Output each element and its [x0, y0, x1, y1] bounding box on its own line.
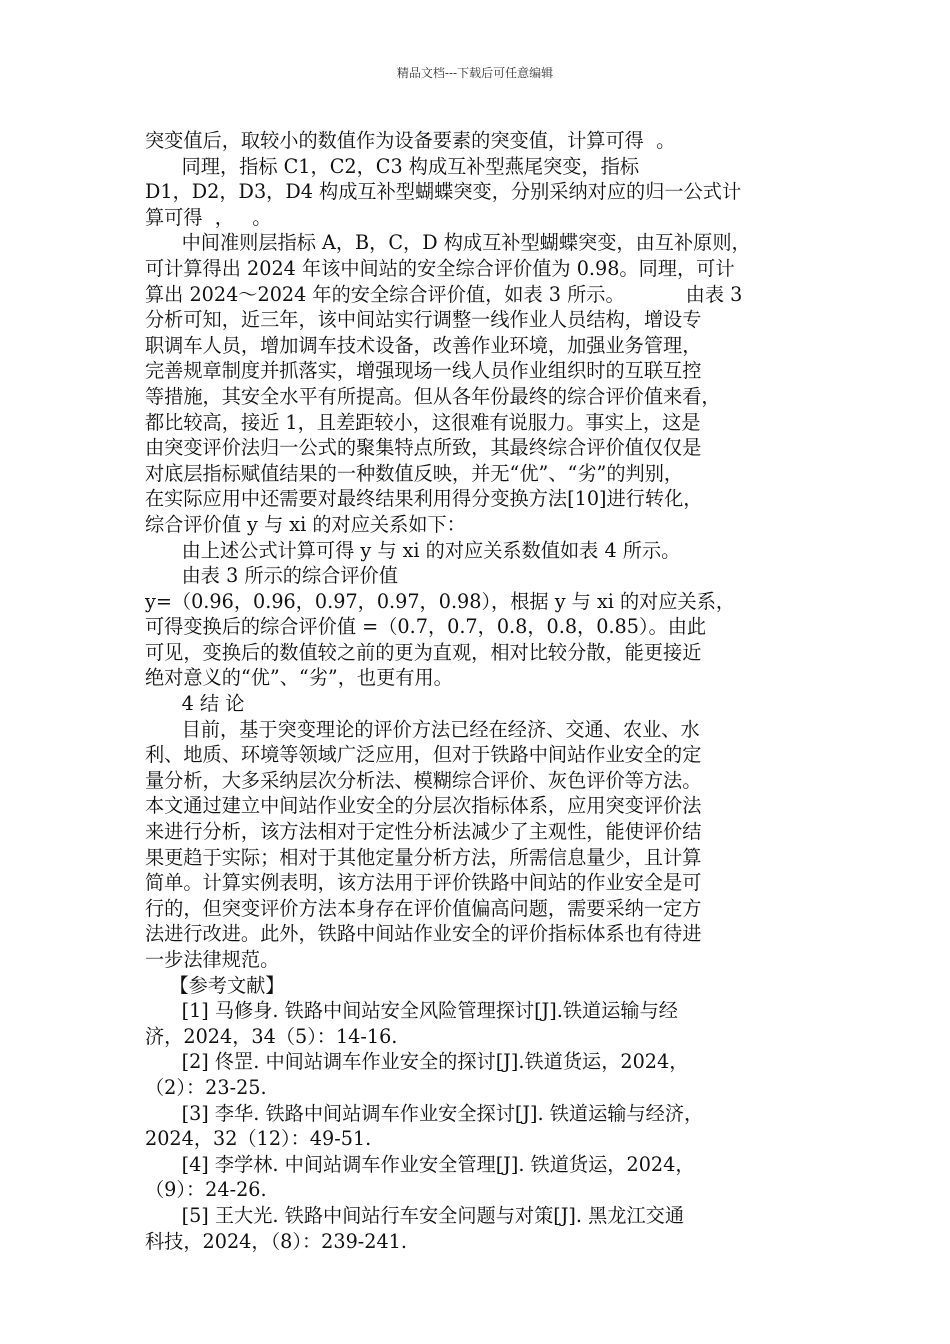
text-line: 简单。计算实例表明，该方法用于评价铁路中间站的作业安全是可: [145, 871, 702, 895]
page-header: 精品文档---下载后可任意编辑: [396, 66, 554, 80]
text-line: 算出 2024～2024 年的安全综合评价值，如表 3 所示。 由表 3: [145, 282, 743, 306]
text-line: 可计算得出 2024 年该中间站的安全综合评价值为 0.98。同理，可计: [145, 256, 735, 280]
reference-line: 2024，32（12）：49-51.: [145, 1127, 372, 1151]
text-line: 目前，基于突变理论的评价方法已经在经济、交通、农业、水: [145, 717, 700, 741]
text-line: 都比较高，接近 1，且差距较小，这很难有说服力。事实上，这是: [145, 410, 701, 434]
text-line: 利、地质、环境等领域广泛应用，但对于铁路中间站作业安全的定: [145, 743, 702, 767]
text-line: 法进行改进。此外，铁路中间站作业安全的评价指标体系也有待进: [145, 922, 702, 946]
text-line: 综合评价值 y 与 xi 的对应关系如下：: [145, 512, 466, 536]
text-line: 职调车人员，增加调车技术设备，改善作业环境，加强业务管理，: [145, 333, 702, 357]
reference-line: 科技，2024，（8）：239-241.: [145, 1229, 407, 1253]
reference-line: （9）：24-26.: [145, 1178, 267, 1202]
text-line: 中间准则层指标 A，B，C，D 构成互补型蝴蝶突变，由互补原则，: [145, 231, 751, 255]
references-heading: 【参考文献】: [145, 973, 285, 997]
reference-line: 济，2024，34（5）：14-16.: [145, 1024, 398, 1048]
text-line: 量分析，大多采纳层次分析法、模糊综合评价、灰色评价等方法。: [145, 768, 702, 792]
reference-line: [3] 李华. 铁路中间站调车作业安全探讨[J]. 铁道运输与经济，: [145, 1101, 704, 1125]
text-line: 由上述公式计算可得 y 与 xi 的对应关系数值如表 4 所示。: [145, 538, 681, 562]
section-heading: 4 结 论: [145, 692, 245, 716]
text-line: 完善规章制度并抓落实，增强现场一线人员作业组织时的互联互控: [145, 359, 702, 383]
text-line: 行的，但突变评价方法本身存在评价值偏高问题，需要采纳一定方: [145, 896, 702, 920]
text-line: D1，D2，D3，D4 构成互补型蝴蝶突变，分别采纳对应的归一公式计: [145, 180, 742, 204]
text-line: 由表 3 所示的综合评价值: [145, 564, 398, 588]
reference-line: [1] 马修身. 铁路中间站安全风险管理探讨[J].铁道运输与经: [145, 999, 678, 1023]
text-line: 可得变换后的综合评价值 =（0.7，0.7，0.8，0.8，0.85）。由此: [145, 615, 707, 639]
text-line: 绝对意义的“优”、“劣”，也更有用。: [145, 666, 453, 690]
text-line: 分析可知，近三年，该中间站实行调整一线作业人员结构，增设专: [145, 308, 702, 332]
reference-line: （2）：23-25.: [145, 1075, 267, 1099]
text-line: 算可得 ， 。: [145, 205, 272, 229]
text-line: 同理，指标 C1，C2，C3 构成互补型燕尾突变，指标: [145, 154, 640, 178]
reference-line: [2] 佟罡. 中间站调车作业安全的探讨[J].铁道货运，2024，: [145, 1050, 689, 1074]
text-line: 对底层指标赋值结果的一种数值反映，并无“优”、“劣”的判别，: [145, 461, 684, 485]
reference-line: [5] 王大光. 铁路中间站行车安全问题与对策[J]. 黑龙江交通: [145, 1203, 685, 1227]
text-line: 来进行分析，该方法相对于定性分析法减少了主观性，能使评价结: [145, 820, 702, 844]
text-line: 果更趋于实际；相对于其他定量分析方法，所需信息量少，且计算: [145, 845, 702, 869]
reference-line: [4] 李学林. 中间站调车作业安全管理[J]. 铁道货运，2024，: [145, 1152, 695, 1176]
text-line: 一步法律规范。: [145, 948, 280, 971]
text-line: 本文通过建立中间站作业安全的分层次指标体系，应用突变评价法: [145, 794, 702, 818]
body-text: [145, 128, 815, 1254]
text-line: 在实际应用中还需要对最终结果利用得分变换方法[10]进行转化，: [145, 487, 703, 511]
text-line: y=（0.96，0.96，0.97，0.97，0.98），根据 y 与 xi 的对应关系，: [145, 589, 736, 613]
text-line: 由突变评价法归一公式的聚集特点所致，其最终综合评价值仅仅是: [145, 436, 702, 460]
text-line: 突变值后，取较小的数值作为设备要素的突变值，计算可得 。: [145, 129, 676, 152]
text-line: 可见，变换后的数值较之前的更为直观，相对比较分散，能更接近: [145, 640, 702, 664]
text-line: 等措施，其安全水平有所提高。但从各年份最终的综合评价值来看，: [145, 384, 721, 408]
